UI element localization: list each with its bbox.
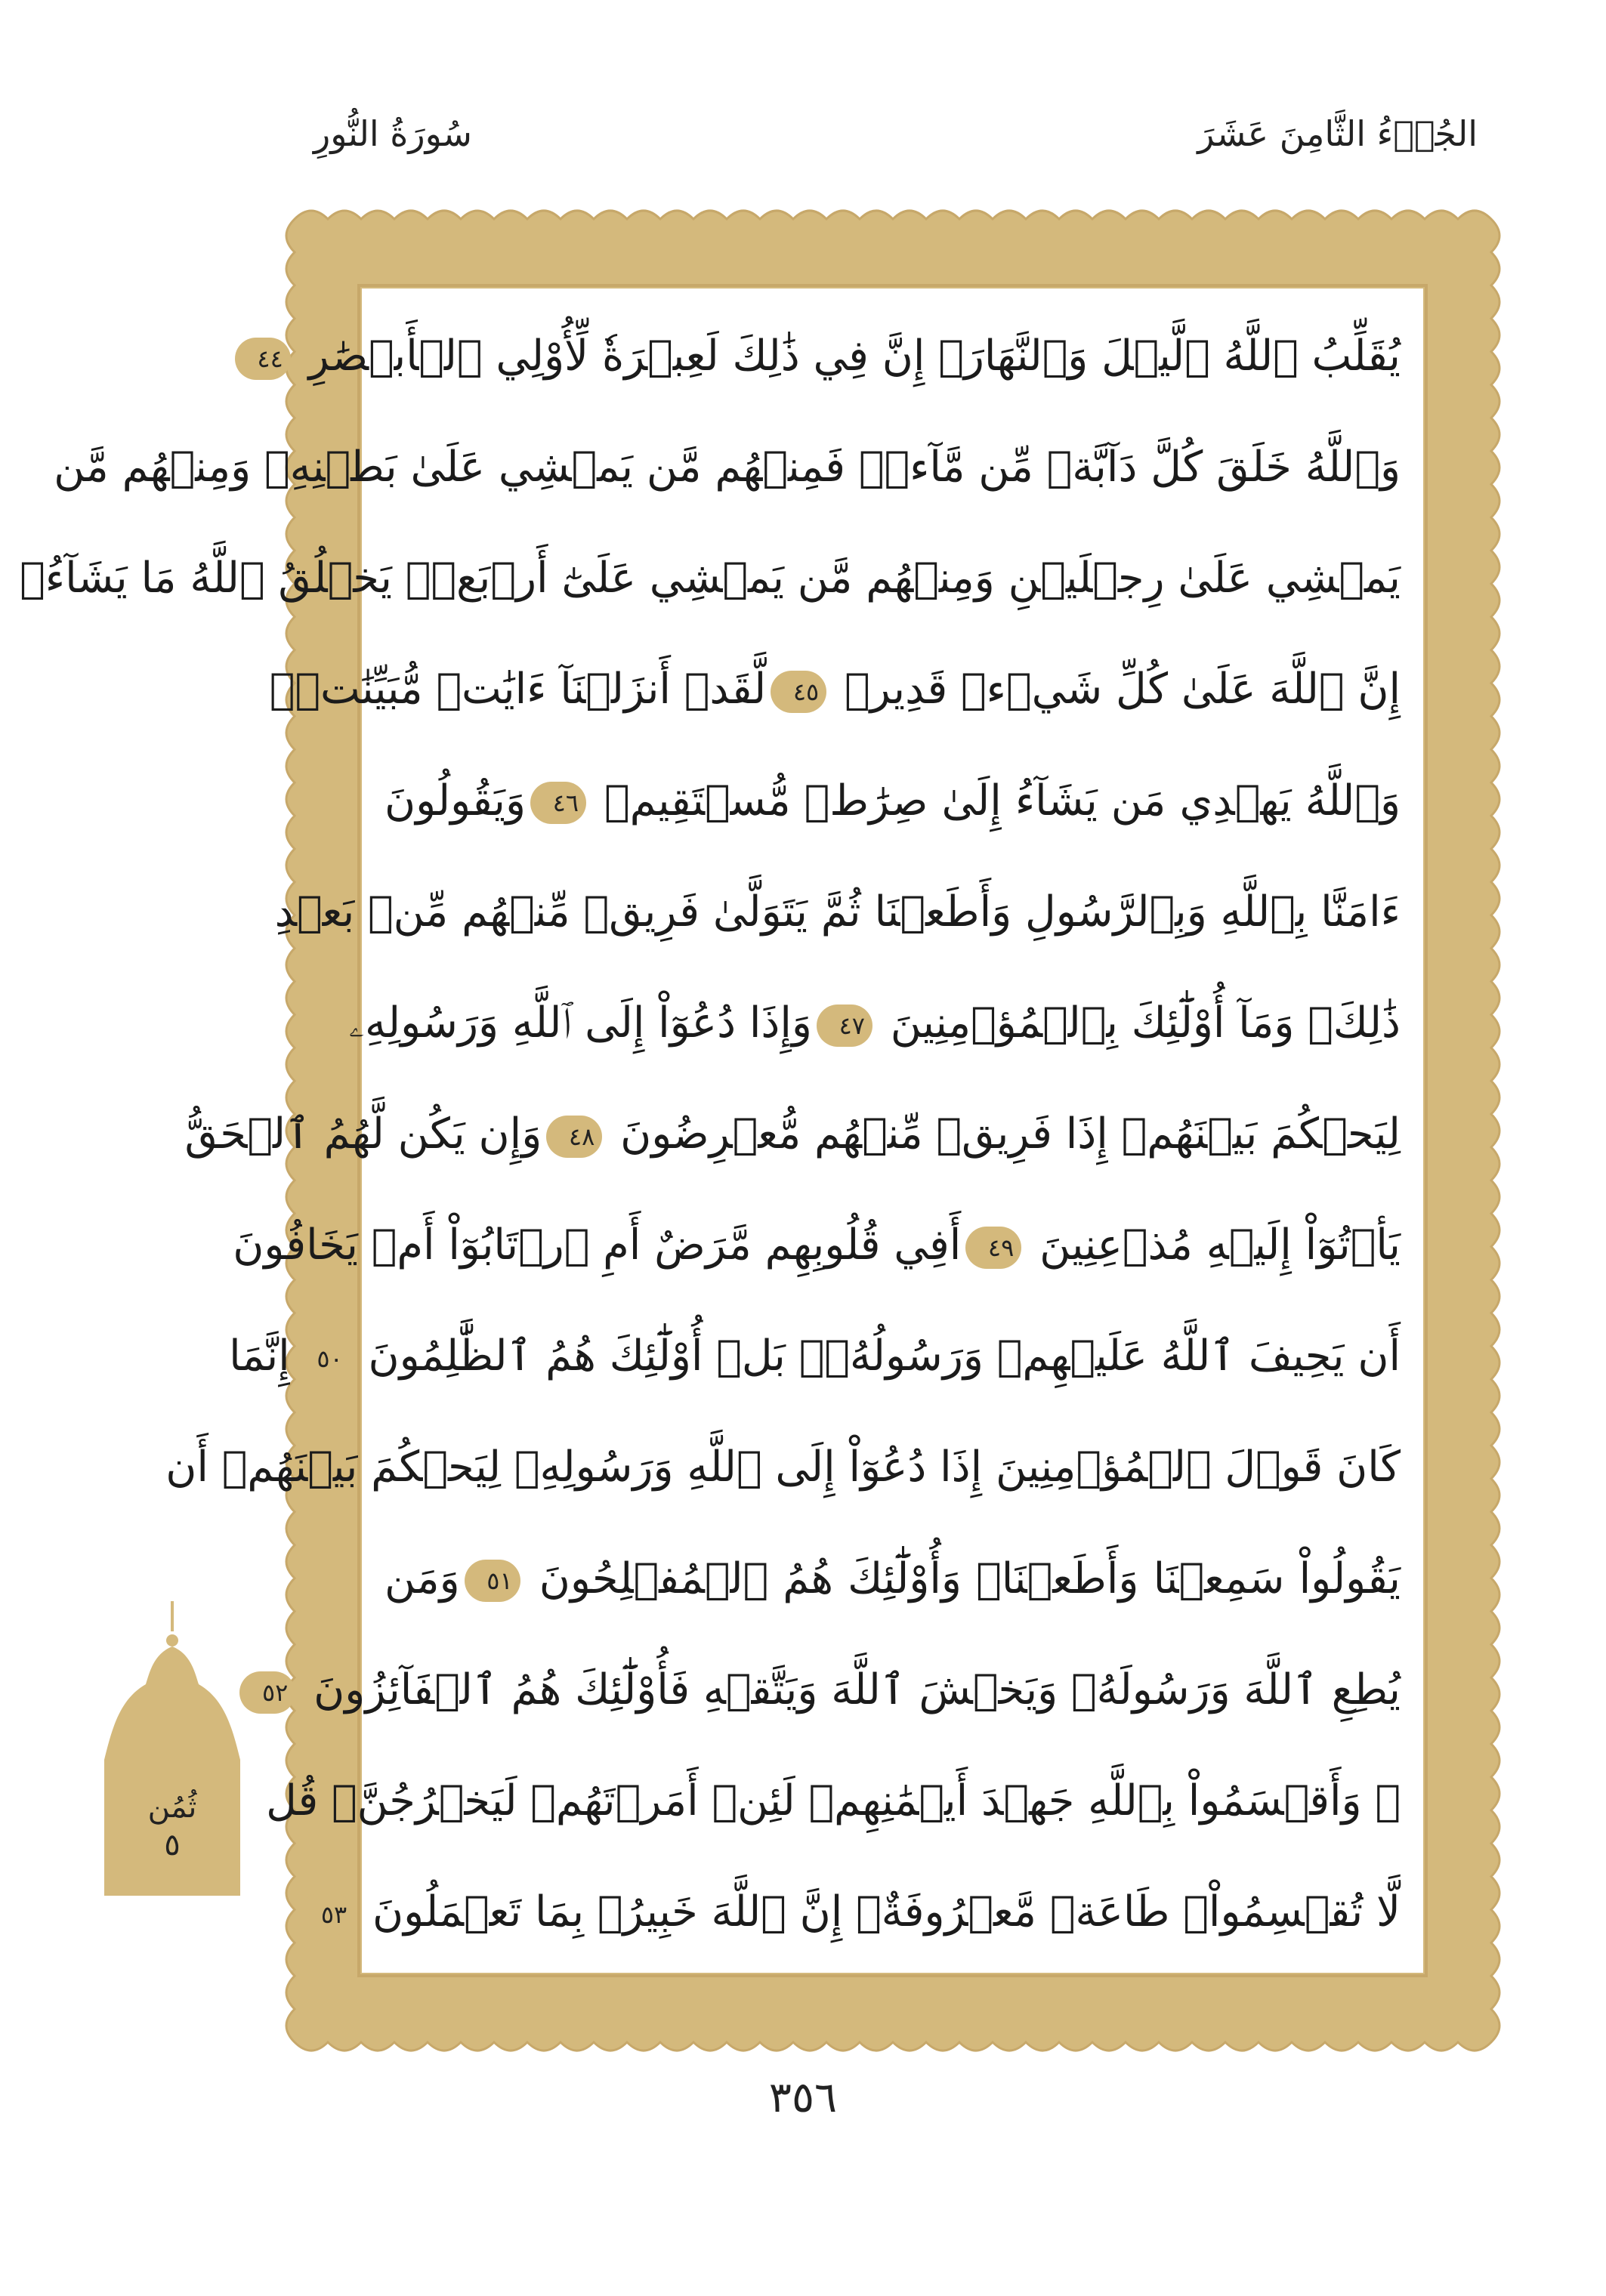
verse-text: يُطِعِ ٱللَّهَ وَرَسُولَهُۥ وَيَخۡشَ ٱللَّهَ وَيَتَّقۡهِ فَأُوْلَٰٓئِكَ هُمُ ٱلۡفَآئِزُونَ	[300, 1665, 1401, 1714]
verse-line	[165, 1430, 1401, 1505]
ayah-number-marker: ٤٩	[965, 1227, 1021, 1269]
verse-line	[266, 1764, 1401, 1839]
verse-text: أَن يَحِيفَ ٱللَّهُ عَلَيۡهِمۡ وَرَسُولُهُۥۚ بَلۡ أُوْلَٰٓئِكَ هُمُ ٱلظَّٰلِمُونَ	[354, 1332, 1401, 1381]
verse-text: يَمۡشِي عَلَىٰ رِجۡلَيۡنِ وَمِنۡهُم مَّن يَمۡشِي عَلَىٰٓ أَرۡبَعٖۚ يَخۡلُقُ ٱللَّهُ مَا يَشَآءُۚ	[20, 554, 1401, 603]
hizb-number: ٥	[164, 1828, 181, 1862]
ayah-number-marker: ٥١	[465, 1560, 520, 1602]
verse-line	[385, 764, 1401, 839]
verse-text: وَٱللَّهُ خَلَقَ كُلَّ دَآبَّةٖ مِّن مَّآءٖۖ فَمِنۡهُم مَّن يَمۡشِي عَلَىٰ بَطۡنِهِۦ وَمِنۡهُم مَّن	[54, 443, 1401, 492]
verse-text: وَمَن	[385, 1554, 460, 1603]
ayah-number-marker: ٤٨	[546, 1116, 602, 1158]
verse-line	[20, 541, 1401, 616]
verse-line	[233, 1208, 1401, 1283]
verse-text: ءَامَنَّا بِٱللَّهِ وَبِٱلرَّسُولِ وَأَطَعۡنَا ثُمَّ يَتَوَلَّىٰ فَرِيقٞ مِّنۡهُم مِّنۢ بَعۡدِ	[274, 887, 1401, 937]
verse-line	[385, 1541, 1401, 1617]
verse-text: وَٱللَّهُ يَهۡدِي مَن يَشَآءُ إِلَىٰ صِرَٰطٖ مُّسۡتَقِيمٖ	[591, 776, 1401, 826]
verse-line	[269, 652, 1401, 727]
verse-text: ذَٰلِكَۚ وَمَآ أُوْلَٰٓئِكَ بِٱلۡمُؤۡمِنِينَ	[876, 998, 1401, 1048]
hizb-label: ثُمُن	[147, 1790, 197, 1825]
verse-line	[320, 1875, 1401, 1950]
ayah-number-marker: ٥٢	[239, 1671, 295, 1714]
ayah-number-marker: ٤٥	[771, 671, 826, 713]
verse-text: إِنَّمَا	[229, 1332, 290, 1381]
verse-line	[348, 986, 1401, 1061]
ayah-number-marker: ٤٧	[817, 1004, 872, 1047]
verse-text: وَإِذَا دُعُوٓاْ إِلَى ٱللَّهِ وَرَسُولِهِۦ	[348, 998, 812, 1048]
juz-title: الجُزۡءُ الثَّامِنَ عَشَرَ	[1197, 113, 1478, 154]
surah-title: سُورَةُ النُّورِ	[313, 113, 472, 154]
verse-text: أَفِي قُلُوبِهِم مَّرَضٌ أَمِ ٱرۡتَابُوٓاْ أَمۡ يَخَافُونَ	[233, 1221, 962, 1270]
verse-line	[274, 875, 1401, 950]
verse-text: ۞ وَأَقۡسَمُواْ بِٱللَّهِ جَهۡدَ أَيۡمَٰنِهِمۡ لَئِنۡ أَمَرۡتَهُمۡ لَيَخۡرُجُنَّۖ قُل	[266, 1776, 1401, 1825]
page-number: ٣٥٦	[768, 2073, 838, 2122]
verse-text: لَّا تُقۡسِمُواْۖ طَاعَةٞ مَّعۡرُوفَةٌۚ إِنَّ ٱللَّهَ خَبِيرُۢ بِمَا تَعۡمَلُونَ	[359, 1887, 1401, 1936]
verse-text: وَإِن يَكُن لَّهُمُ ٱلۡحَقُّ	[184, 1109, 542, 1159]
verse-line	[229, 1319, 1401, 1394]
ayah-number-marker: ٥٣	[298, 1893, 354, 1936]
verse-text: كَانَ قَوۡلَ ٱلۡمُؤۡمِنِينَ إِذَا دُعُوٓاْ إِلَى ٱللَّهِ وَرَسُولِهِۦ لِيَحۡكُمَ بَيۡنَهُمۡ أَن	[165, 1443, 1401, 1492]
verse-line	[184, 1097, 1401, 1172]
verse-text: يُقَلِّبُ ٱللَّهُ ٱلَّيۡلَ وَٱلنَّهَارَۚ إِنَّ فِي ذَٰلِكَ لَعِبۡرَةٗ لِّأُوْلِي ٱلۡأَبۡصَٰرِ	[295, 332, 1401, 381]
verse-line	[261, 1653, 1401, 1728]
ayah-number-marker: ٤٤	[235, 338, 291, 380]
verse-line	[257, 319, 1401, 394]
verse-text: لِيَحۡكُمَ بَيۡنَهُمۡ إِذَا فَرِيقٞ مِّنۡهُم مُّعۡرِضُونَ	[607, 1109, 1401, 1159]
verse-text: إِنَّ ٱللَّهَ عَلَىٰ كُلِّ شَيۡءٖ قَدِيرٞ	[831, 665, 1401, 714]
ayah-number-marker: ٥٠	[295, 1338, 351, 1380]
verse-text: يَقُولُواْ سَمِعۡنَا وَأَطَعۡنَاۚ وَأُوْلَٰٓئِكَ هُمُ ٱلۡمُفۡلِحُونَ	[524, 1554, 1401, 1603]
ayah-number-marker: ٤٦	[530, 782, 586, 824]
verse-text: لَّقَدۡ أَنزَلۡنَآ ءَايَٰتٖ مُّبَيِّنَٰتٖۚ	[269, 665, 767, 714]
verse-text: يَأۡتُوٓاْ إِلَيۡهِ مُذۡعِنِينَ	[1026, 1221, 1401, 1270]
verse-line	[54, 430, 1401, 505]
hizb-quarter-marker	[104, 1601, 240, 1896]
verse-text: وَيَقُولُونَ	[385, 776, 527, 826]
